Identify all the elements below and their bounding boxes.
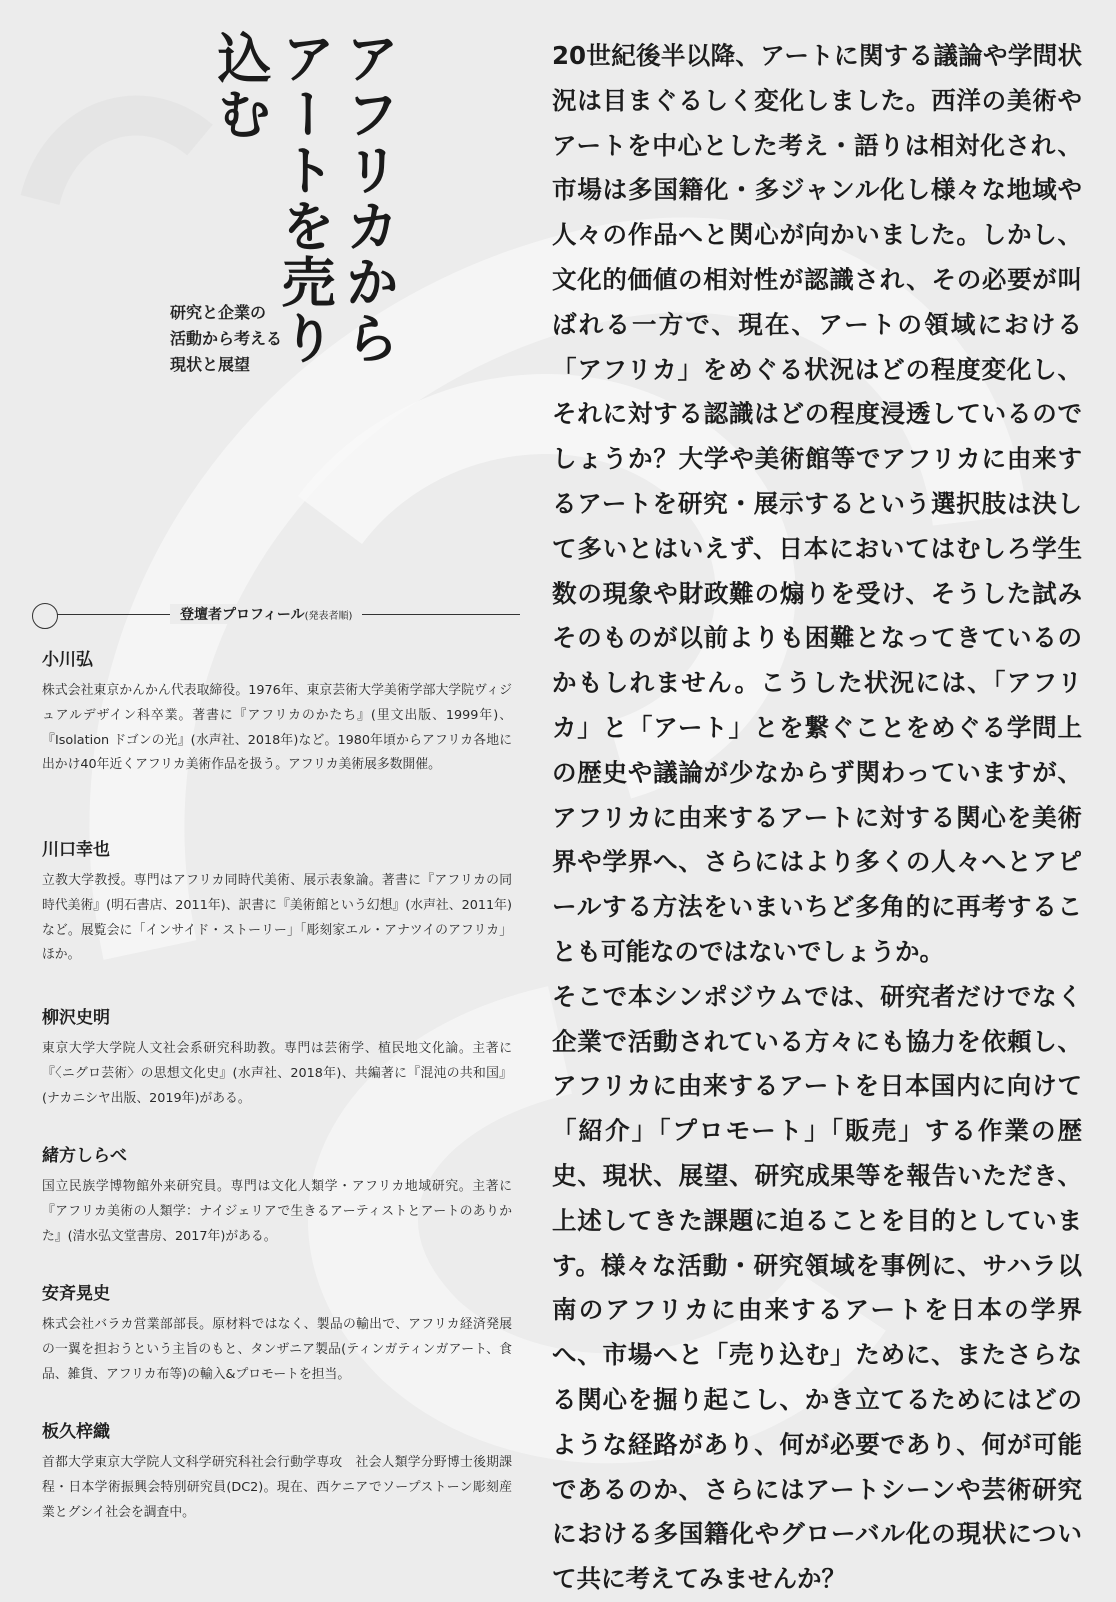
subtitle <box>170 300 340 378</box>
intro-paragraph: 20世紀後半以降、アートに関する議論や学問状況は目まぐるしく変化しました。西洋の美術やアートを中心とした考え・語りは相対化され、市場は多国籍化・多ジャンル化し様々な地域や人々の作品へと関心が向かいました。しかし、文化的価値の相対性が認識され、その必要が叫ばれる一方で、現在、アートの領域における「アフリカ」をめぐる状況はどの程度変化し、それに対する認識はどの程度浸透しているのでしょうか？大学や美術館等でアフリカに由来するアートを研究・展示するという選択肢は決して多いとはいえず、日本においてはむしろ学生数の現象や財政難の煽りを受け、そうした試みそのものが以前よりも困難となってきているのかもしれません。こうした状況には、「アフリカ」と「アート」とを繋ぐことをめぐる学問上の歴史や議論が少なからず関わっていますが、アフリカに由来するアートに対する関心を美術界や学界へ、さらにはより多くの人々へとアピールする方法をいまいちど多角的に再考することも可能なのではないでしょうか。 <box>552 41 1082 966</box>
heading-label: 登壇者プロフィール(発表者順) <box>170 604 362 624</box>
subtitle-line: 現状と展望 <box>170 355 251 374</box>
intro-paragraph: そこで本シンポジウムでは、研究者だけでなく企業で活動されている方々にも協力を依頼し、アフリカに由来するアートを日本国内に向けて「紹介」「プロモート」「販売」する作業の歴史、現状、展望、研究成果等を報告いただき、上述してきた課題に迫ることを目的としています。様々な活動・研究領域を事例に、サハラ以南のアフリカに由来するアートを日本の学界へ、市場へと「売り込む」ために、またさらなる関心を掘り起こし、かき立てるためにはどのような経路があり、何が必要であり、何が可能であるのか、さらにはアートシーンや芸術研究における多国籍化やグローバル化の現状について共に考えてみませんか？ <box>552 981 1082 1594</box>
speaker-bio: 立教大学教授。専門はアフリカ同時代美術、展示表象論。著書に『アフリカの同時代美術』(明石書店、2011年)、訳書に『美術館という幻想』(水声社、2011年)など。展覧会に「インサイド・ストーリー」「彫刻家エル・アナツイのアフリカ」ほか。 <box>42 873 512 963</box>
speaker-profile <box>42 835 512 968</box>
speaker-name: 緒方しらべ <box>42 1146 127 1166</box>
speaker-profile <box>42 1141 512 1249</box>
speaker-bio: 株式会社東京かんかん代表取締役。1976年、東京芸術大学美術学部大学院ヴィジュアルデザイン科卒業。著書に『アフリカのかたち』(里文出版、1999年)、『Isolation ドゴンの光』(水声社、2018年)など。1980年頃からアフリカ各地に出かけ40年近くアフリカ美術作品を扱う。アフリカ美術展多数開催。 <box>42 683 512 773</box>
speaker-profile <box>42 1279 512 1387</box>
subtitle-line: 研究と企業の <box>170 303 267 322</box>
speaker-profile <box>42 645 512 778</box>
speaker-bio: 首都大学東京大学院人文科学研究科社会行動学専攻 社会人類学分野博士後期課程・日本学術振興会特別研究員(DC2)。現在、西ケニアでソープストーン彫刻産業とグシイ社会を調査中。 <box>42 1455 512 1520</box>
profiles-heading <box>30 601 520 629</box>
speaker-name: 柳沢史明 <box>42 1008 110 1028</box>
speaker-bio: 株式会社バラカ営業部部長。原材料ではなく、製品の輸出で、アフリカ経済発展の一翼を担おうという主旨のもと、タンザニア製品(ティンガティンガアート、食品、雑貨、アフリカ布等)の輸入&プロモートを担当。 <box>42 1317 512 1382</box>
speaker-profile <box>42 1417 512 1525</box>
main-title: アフリカからアートを売り込む <box>209 30 400 366</box>
speaker-bio: 東京大学大学院人文社会系研究科助教。専門は芸術学、植民地文化論。主著に『〈ニグロ芸術〉の思想文化史』(水声社、2018年)、共編著に『混沌の共和国』(ナカニシヤ出版、2019年)がある。 <box>42 1041 512 1106</box>
speaker-profile <box>42 1003 512 1111</box>
speaker-name: 小川弘 <box>42 650 93 670</box>
intro-text <box>552 34 1082 1602</box>
speaker-bio: 国立民族学博物館外来研究員。専門は文化人類学・アフリカ地域研究。主著に『アフリカ美術の人類学：ナイジェリアで生きるアーティストとアートのありかた』(清水弘文堂書房、2017年)がある。 <box>42 1179 512 1244</box>
speaker-name: 川口幸也 <box>42 840 110 860</box>
heading-circle-ornament <box>32 603 58 629</box>
subtitle-line: 活動から考える <box>170 329 283 348</box>
speaker-name: 板久梓織 <box>42 1422 110 1442</box>
speaker-name: 安斉晃史 <box>42 1284 110 1304</box>
